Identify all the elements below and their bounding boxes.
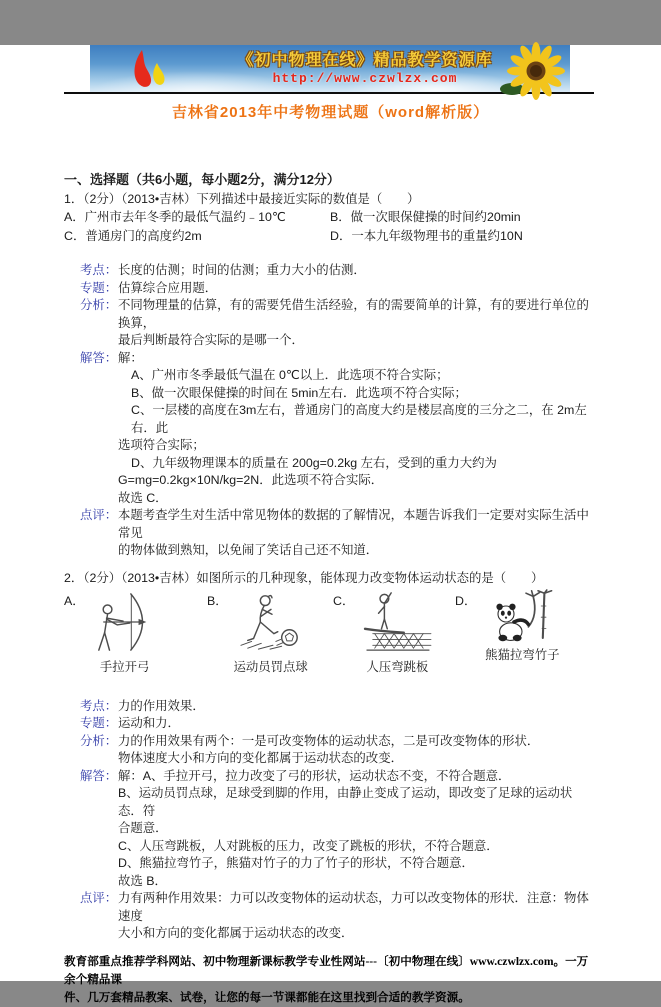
question-options <box>64 208 597 245</box>
explain-row-dianping <box>80 507 597 560</box>
explain-label: 专题： <box>80 280 118 295</box>
explain-line: 运动和力． <box>118 716 180 730</box>
explain-line: 力有两种作用效果：力可以改变物体的运动状态，力可以改变物体的形状．注意：物体速度 <box>118 891 589 923</box>
question-figure-options <box>64 590 597 686</box>
archer-drawing-bow-figure <box>89 590 161 654</box>
option-text: 普通房门的高度约2m <box>85 228 202 243</box>
explain-line: G=mg=0.2kg×10N/kg=2N．此选项不符合实际． <box>118 473 384 487</box>
explain-label: 分析： <box>80 733 118 748</box>
document-body <box>64 171 597 943</box>
option-text: 一本九年级物理书的重量约10N <box>351 228 523 243</box>
question-stem: 2．（2分）（2013•吉林）如图所示的几种现象，能体现力改变物体运动状态的是（ ） <box>64 570 544 585</box>
sunflower-image <box>502 45 564 95</box>
explain-line: 估算综合应用题． <box>118 280 218 295</box>
site-url: http://www.czwlzx.com <box>272 71 458 86</box>
option-d <box>455 590 589 686</box>
explain-label: 考点： <box>80 263 118 277</box>
question-stem: 1．（2分）（2013•吉林）下列描述中最接近实际的数值是（ ） <box>64 192 420 206</box>
explain-line: 本题考查学生对生活中常见物体的数据的了解情况，本题告诉我们一定要对实际生活中常见 <box>118 508 589 540</box>
explain-line: 合题意． <box>118 821 168 835</box>
player-kicking-penalty-figure <box>232 590 310 654</box>
option-label: C． <box>64 228 86 243</box>
explain-row-fenxi <box>80 297 597 350</box>
explain-line: 的物体做到熟知，以免闹了笑话自己还不知道． <box>118 543 379 557</box>
explain-label: 点评： <box>80 891 118 905</box>
explain-label: 考点： <box>80 698 118 713</box>
doc-title: 吉林省2013年中考物理试题（word解析版） <box>171 104 490 121</box>
explain-line: C、人压弯跳板，人对跳板的压力，改变了跳板的形状，不符合题意． <box>118 838 499 853</box>
option-a <box>64 590 207 686</box>
explain-label: 解答： <box>80 350 118 365</box>
explain-line: 选项符合实际； <box>118 438 205 452</box>
explain-line: D、熊猫拉弯竹子，熊猫对竹子的力了竹子的形状，不符合题意． <box>118 856 474 870</box>
figure-caption: 熊猫拉弯竹子 <box>485 647 560 662</box>
option-b <box>207 590 333 686</box>
footer-note <box>64 953 597 1007</box>
option-label: B． <box>207 593 228 608</box>
site-banner <box>90 45 570 92</box>
explain-line: 大小和方向的变化都属于运动状态的改变． <box>118 926 354 940</box>
explanation-table <box>80 698 597 943</box>
option-text: 广州市去年冬季的最低气温约﹣10℃ <box>84 210 286 224</box>
explain-line: C、一层楼的高度在3m左右，普通房门的高度大约是楼层高度的三分之二，在 2m左右．此 <box>131 403 587 435</box>
figure-caption: 运动员罚点球 <box>233 659 308 674</box>
option-label: A． <box>64 210 85 224</box>
figure-caption: 手拉开弓 <box>99 659 150 674</box>
option-c <box>64 227 330 246</box>
footer-line: 教育部重点推荐学科网站、初中物理新课标教学专业性网站---〔初中物理在线〕www.czwlzx.com。一万余个精品课 <box>64 954 589 986</box>
figure-caption: 人压弯跳板 <box>366 659 429 674</box>
explanation-table <box>80 262 597 560</box>
explain-row-dianping <box>80 890 597 943</box>
option-c <box>333 590 455 686</box>
option-d <box>330 227 597 246</box>
explain-line: 不同物理量的估算，有的需要凭借生活经验，有的需要简单的计算，有的要进行单位的换算， <box>118 298 589 330</box>
explain-row-fenxi <box>80 733 597 768</box>
person-bending-diving-board-figure <box>358 590 436 654</box>
explain-row-kaodian <box>80 262 597 280</box>
question-block-1 <box>64 190 597 560</box>
section-heading: 一、选择题（共6小题，每小题2分，满分12分） <box>64 172 340 187</box>
explain-line: 力的作用效果有两个：一是可改变物体的运动状态，二是可改变物体的形状． <box>118 733 540 748</box>
option-label: C． <box>333 593 355 608</box>
question-block-2 <box>64 569 597 943</box>
explain-label: 专题： <box>80 716 118 730</box>
option-label: D． <box>330 228 352 243</box>
explain-label: 点评： <box>80 508 118 522</box>
explain-label: 分析： <box>80 298 118 312</box>
site-title: 《初中物理在线》精品教学资源库 <box>237 52 493 69</box>
explain-line: 解： <box>118 350 143 365</box>
explain-line: 解：A、手拉开弓，拉力改变了弓的形状，运动状态不变，不符合题意． <box>118 768 511 783</box>
option-text: 做一次眼保健操的时间约20min <box>350 210 521 224</box>
footer-line: 件、几万套精品教案、试卷，让您的每一节课都能在这里找到合适的教学资源。 <box>64 990 470 1004</box>
site-logo-icon <box>128 48 170 90</box>
panda-bending-bamboo-figure <box>480 590 564 646</box>
explain-label: 解答： <box>80 768 118 783</box>
explain-line: 最后判断最符合实际的是哪一个． <box>118 333 304 347</box>
explain-row-zhuanti <box>80 280 597 298</box>
option-label: D． <box>455 593 477 608</box>
option-a <box>64 208 330 227</box>
explain-line: 力的作用效果． <box>118 698 205 713</box>
explain-line: 长度的估测；时间的估测；重力大小的估测． <box>118 263 366 277</box>
explain-line: D、九年级物理课本的质量在 200g=0.2kg 左右，受到的重力大约为 <box>131 455 497 470</box>
explain-row-kaodian <box>80 698 597 716</box>
document-page <box>0 45 661 1004</box>
explain-line: A、广州市冬季最低气温在 0℃以上．此选项不符合实际； <box>131 368 449 382</box>
option-label: B． <box>330 210 351 224</box>
explain-row-zhuanti <box>80 715 597 733</box>
explain-line: 物体速度大小和方向的变化都属于运动状态的改变． <box>118 751 403 765</box>
explain-line: 故选 B． <box>118 873 167 888</box>
option-label: A． <box>64 593 85 608</box>
explain-row-jieda <box>80 350 597 508</box>
option-b <box>330 208 597 227</box>
explain-row-jieda <box>80 768 597 891</box>
explain-line: B、做一次眼保健操的时间在 5min左右．此选项不符合实际； <box>131 385 467 400</box>
explain-line: 故选 C． <box>118 490 168 505</box>
explain-line: B、运动员罚点球，足球受到脚的作用，由静止变成了运动，即改变了足球的运动状态．符 <box>118 786 573 818</box>
